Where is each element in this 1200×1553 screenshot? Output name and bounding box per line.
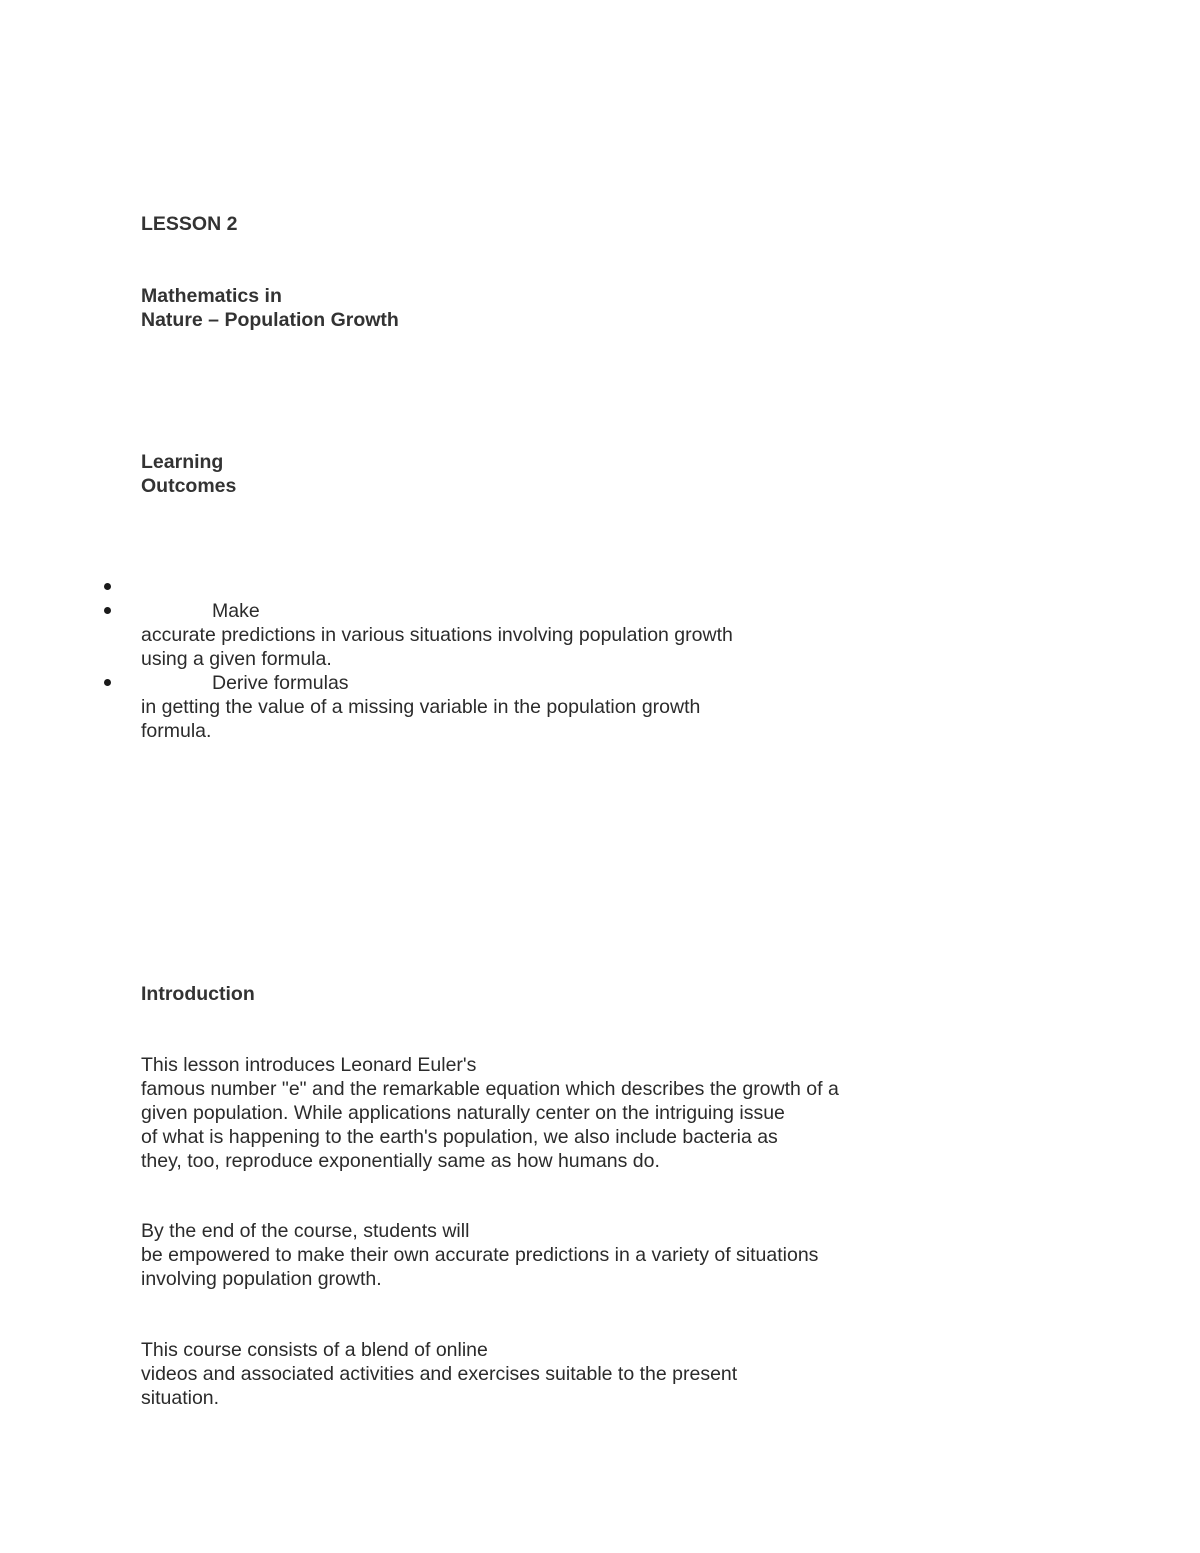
outcome-item-line: formula. <box>141 720 212 742</box>
bullet-icon <box>104 607 111 614</box>
intro-paragraph <box>141 1338 737 1410</box>
paragraph-line: By the end of the course, students will <box>141 1220 470 1242</box>
outcome-item-body <box>141 623 733 671</box>
lesson-label <box>141 212 237 236</box>
introduction-heading-text: Introduction <box>141 983 255 1005</box>
outcome-item-line: in getting the value of a missing variable in the population growth <box>141 696 701 718</box>
outcome-item-line: accurate predictions in various situations involving population growth <box>141 624 733 646</box>
paragraph-line: This lesson introduces Leonard Euler's <box>141 1054 477 1076</box>
lesson-title-line: Mathematics in <box>141 285 282 307</box>
paragraph-line: involving population growth. <box>141 1268 382 1290</box>
introduction-heading <box>141 982 255 1006</box>
paragraph-line: famous number "e" and the remarkable equation which describes the growth of a <box>141 1078 839 1100</box>
paragraph-line: given population. While applications naturally center on the intriguing issue <box>141 1102 785 1124</box>
intro-paragraph <box>141 1219 818 1291</box>
paragraph-line: they, too, reproduce exponentially same as how humans do. <box>141 1150 660 1172</box>
outcomes-heading-line: Learning <box>141 451 224 473</box>
bullet-icon <box>104 679 111 686</box>
outcome-item-lead: Make <box>212 600 260 622</box>
intro-paragraph <box>141 1053 839 1173</box>
outcomes-heading-line: Outcomes <box>141 475 237 497</box>
paragraph-line: of what is happening to the earth's population, we also include bacteria as <box>141 1126 778 1148</box>
lesson-title-line: Nature – Population Growth <box>141 309 399 331</box>
paragraph-line: situation. <box>141 1387 220 1409</box>
outcomes-heading <box>141 450 236 498</box>
paragraph-line: be empowered to make their own accurate predictions in a variety of situations <box>141 1244 819 1266</box>
outcome-item-line: using a given formula. <box>141 648 332 670</box>
outcome-item-body <box>141 695 700 743</box>
paragraph-line: This course consists of a blend of online <box>141 1339 488 1361</box>
bullet-icon <box>104 583 111 590</box>
lesson-title <box>141 284 399 332</box>
lesson-label-text: LESSON 2 <box>141 213 238 235</box>
outcome-item-lead: Derive formulas <box>212 672 349 694</box>
paragraph-line: videos and associated activities and exercises suitable to the present <box>141 1363 738 1385</box>
